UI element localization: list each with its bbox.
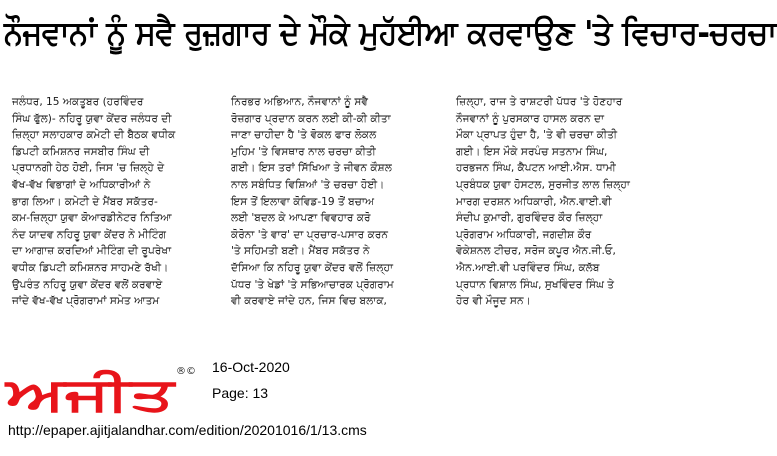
article-line: ਜ਼ਿਲ੍ਹਾ, ਰਾਜ ਤੇ ਰਾਸ਼ਟਰੀ ਪੱਧਰ 'ਤੇ ਹੋਣਹਾਰ — [456, 96, 623, 108]
article-line: ਕੋਰੋਨਾ 'ਤੇ ਵਾਰ' ਦਾ ਪ੍ਰਚਾਰ-ਪਸਾਰ ਕਰਨ — [231, 228, 389, 241]
article-line: ਵੋਕੇਸ਼ਨਲ ਟੀਚਰ, ਸਰੋਜ ਕਪੂਰ ਐਨ.ਜੀ.ਓ, — [456, 245, 616, 258]
article-line: ਨਾਲ ਸਬੰਧਿਤ ਵਿਸ਼ਿਆਂ 'ਤੇ ਚਰਚਾ ਹੋਈ। — [231, 178, 385, 191]
ajit-logo-wordmark: ਅਜੀਤ — [3, 367, 177, 421]
article-line: ਨੌਜਵਾਨਾਂ ਨੂੰ ਪੁਰਸਕਾਰ ਹਾਸਲ ਕਰਨ ਦਾ — [456, 112, 605, 125]
article-column-2 — [231, 94, 441, 310]
article-line: ਉਪਰੰਤ ਨਹਿਰੂ ਯੁਵਾ ਕੇਂਦਰ ਵਲੋਂ ਕਰਵਾਏ — [12, 278, 163, 291]
article-line: ਮੁਹਿਮ 'ਤੇ ਵਿਸਥਾਰ ਨਾਲ ਚਰਚਾ ਕੀਤੀ — [231, 145, 376, 158]
page-number: Page: 13 — [212, 385, 269, 401]
article-line: ਜਾਣਾ ਚਾਹੀਦਾ ਹੈ 'ਤੇ ਵੋਕਲ ਫਾਰ ਲੋਕਲ — [231, 129, 377, 142]
article-column-1 — [12, 94, 222, 310]
article-line: ਡਿਪਟੀ ਕਮਿਸ਼ਨਰ ਜਸਬੀਰ ਸਿੰਘ ਦੀ — [12, 145, 150, 158]
article-line: ਪੱਧਰ 'ਤੇ ਖੇਡਾਂ 'ਤੇ ਸਭਿਆਚਾਰਕ ਪ੍ਰੋਗਰਾਮ — [231, 278, 394, 291]
source-url: http://epaper.ajitjalandhar.com/edition/20201016/1/13.cms — [8, 422, 367, 438]
article-line: ਨੰਦ ਯਾਦਵ ਨਹਿਰੂ ਯੁਵਾ ਕੇਂਦਰ ਨੇ ਮੀਟਿੰਗ — [12, 228, 166, 241]
article-line: ਐਨ.ਆਈ.ਵੀ ਪਰਵਿੰਦਰ ਸਿੰਘ, ਕਲੱਬ — [456, 261, 600, 274]
article-line: ਗਈ। ਇਸ ਮੌਕੇ ਸਰਪੰਚ ਸਤਨਾਮ ਸਿੰਘ, — [456, 145, 608, 158]
article-line: ਪ੍ਰਧਾਨ ਵਿਸ਼ਾਲ ਸਿੰਘ, ਸੁਖਵਿੰਦਰ ਸਿੰਘ ਤੇ — [456, 278, 615, 291]
article-line: ਮਾਰਗ ਦਰਸ਼ਨ ਅਧਿਕਾਰੀ, ਐਨ.ਵਾਈ.ਵੀ — [456, 195, 612, 208]
ajit-logo-graphic — [3, 364, 184, 421]
article-line: ਜਾਂਦੇ ਵੱਖ-ਵੱਖ ਪ੍ਰੋਗਰਾਮਾਂ ਸਮੇਤ ਆਤਮ — [12, 295, 160, 308]
headline: ਨੌਜਵਾਨਾਂ ਨੂੰ ਸਵੈ ਰੁਜ਼ਗਾਰ ਦੇ ਮੌਕੇ ਮੁਹੱਈਆ ਕਰਵਾਉਣ 'ਤੇ ਵਿਚਾਰ-ਚਰਚਾ — [4, 13, 777, 52]
article-line: ਨਿਰਭਰ ਅਭਿਆਨ, ਨੌਜਵਾਨਾਂ ਨੂੰ ਸਵੈ — [231, 96, 369, 108]
registered-mark: ®© — [176, 366, 196, 377]
article-column-3 — [456, 94, 670, 310]
article-line: ਵਧੀਕ ਡਿਪਟੀ ਕਮਿਸ਼ਨਰ ਸਾਹਮਣੇ ਰੱਖੀ। — [12, 261, 169, 274]
article-line: ਪ੍ਰਧਾਨਗੀ ਹੇਠ ਹੋਈ, ਜਿਸ 'ਚ ਜ਼ਿਲ੍ਹੇ ਦੇ — [12, 162, 165, 175]
article-line: ਰੋਜ਼ਗਾਰ ਪ੍ਰਦਾਨ ਕਰਨ ਲਈ ਕੀ-ਕੀ ਕੀਤਾ — [231, 112, 391, 125]
article-line: ਹੋਰ ਵੀ ਮੌਜੂਦ ਸਨ। — [456, 295, 531, 308]
article-line: ਪ੍ਰਬੰਧਕ ਯੁਵਾ ਹੋਸਟਲ, ਸੁਰਜੀਤ ਲਾਲ ਜ਼ਿਲ੍ਹਾ — [456, 178, 630, 191]
article-line: ਲਈ 'ਬਦਲ ਕੇ ਆਪਣਾ ਵਿਵਹਾਰ ਕਰੋ — [231, 212, 371, 225]
ajit-logo — [3, 364, 184, 421]
article-line: ਪ੍ਰੋਗਰਾਮ ਅਧਿਕਾਰੀ, ਜਗਦੀਸ਼ ਕੌਰ — [456, 228, 592, 241]
edition-date: 16-Oct-2020 — [212, 359, 290, 375]
article-line: ਸਿੰਘ ਫੁੱਲ)- ਨਹਿਰੂ ਯੁਵਾ ਕੇਂਦਰ ਜਲੰਧਰ ਦੀ — [12, 112, 172, 125]
article-line: ਜ਼ਿਲ੍ਹਾ ਸਲਾਹਕਾਰ ਕਮੇਟੀ ਦੀ ਬੈਠਕ ਵਧੀਕ — [12, 129, 176, 142]
article-line: ਮੌਕਾ ਪ੍ਰਾਪਤ ਹੁੰਦਾ ਹੈ, 'ਤੇ ਵੀ ਚਰਚਾ ਕੀਤੀ — [456, 129, 618, 142]
article-line: ਗਈ। ਇਸ ਤਰਾਂ ਸਿੱਖਿਆ ਤੇ ਜੀਵਨ ਕੌਸ਼ਲ — [231, 162, 392, 175]
article-line: ਹਰਭਜਨ ਸਿੰਘ, ਕੈਪਟਨ ਆਈ.ਐਸ. ਧਾਮੀ — [456, 162, 616, 175]
article-line: ਵੀ ਕਰਵਾਏ ਜਾਂਦੇ ਹਨ, ਜਿਸ ਵਿਚ ਬਲਾਕ, — [231, 295, 387, 308]
article-line: ਭਾਗ ਲਿਆ। ਕਮੇਟੀ ਦੇ ਮੈਂਬਰ ਸਕੱਤਰ- — [12, 195, 158, 208]
article-line: ਸੰਦੀਪ ਕੁਮਾਰੀ, ਗੁਰਵਿੰਦਰ ਕੌਰ ਜ਼ਿਲ੍ਹਾ — [456, 212, 603, 225]
article-line: 'ਤੇ ਸਹਿਮਤੀ ਬਣੀ। ਮੈਂਬਰ ਸਕੱਤਰ ਨੇ — [231, 245, 370, 258]
article-line: ਵੱਖ-ਵੱਖ ਵਿਭਾਗਾਂ ਦੇ ਅਧਿਕਾਰੀਆਂ ਨੇ — [12, 178, 151, 191]
article-line: ਕਮ-ਜ਼ਿਲ੍ਹਾ ਯੁਵਾ ਕੋਆਰਡੀਨੇਟਰ ਨਿਤਿਆ — [12, 212, 172, 225]
article-line: ਇਸ ਤੋਂ ਇਲਾਵਾ ਕੋਵਿਡ-19 ਤੋਂ ਬਚਾਅ — [231, 195, 375, 208]
article-line: ਦਾ ਆਗਾਜ਼ ਕਰਦਿਆਂ ਮੀਟਿੰਗ ਦੀ ਰੂਪਰੇਖਾ — [12, 245, 172, 258]
article-line: ਦੱਸਿਆ ਕਿ ਨਹਿਰੂ ਯੁਵਾ ਕੇਂਦਰ ਵਲੋਂ ਜ਼ਿਲ੍ਹਾ — [231, 261, 394, 274]
article-line: ਜਲੰਧਰ, 15 ਅਕਤੂਬਰ (ਹਰਵਿੰਦਰ — [12, 96, 144, 108]
